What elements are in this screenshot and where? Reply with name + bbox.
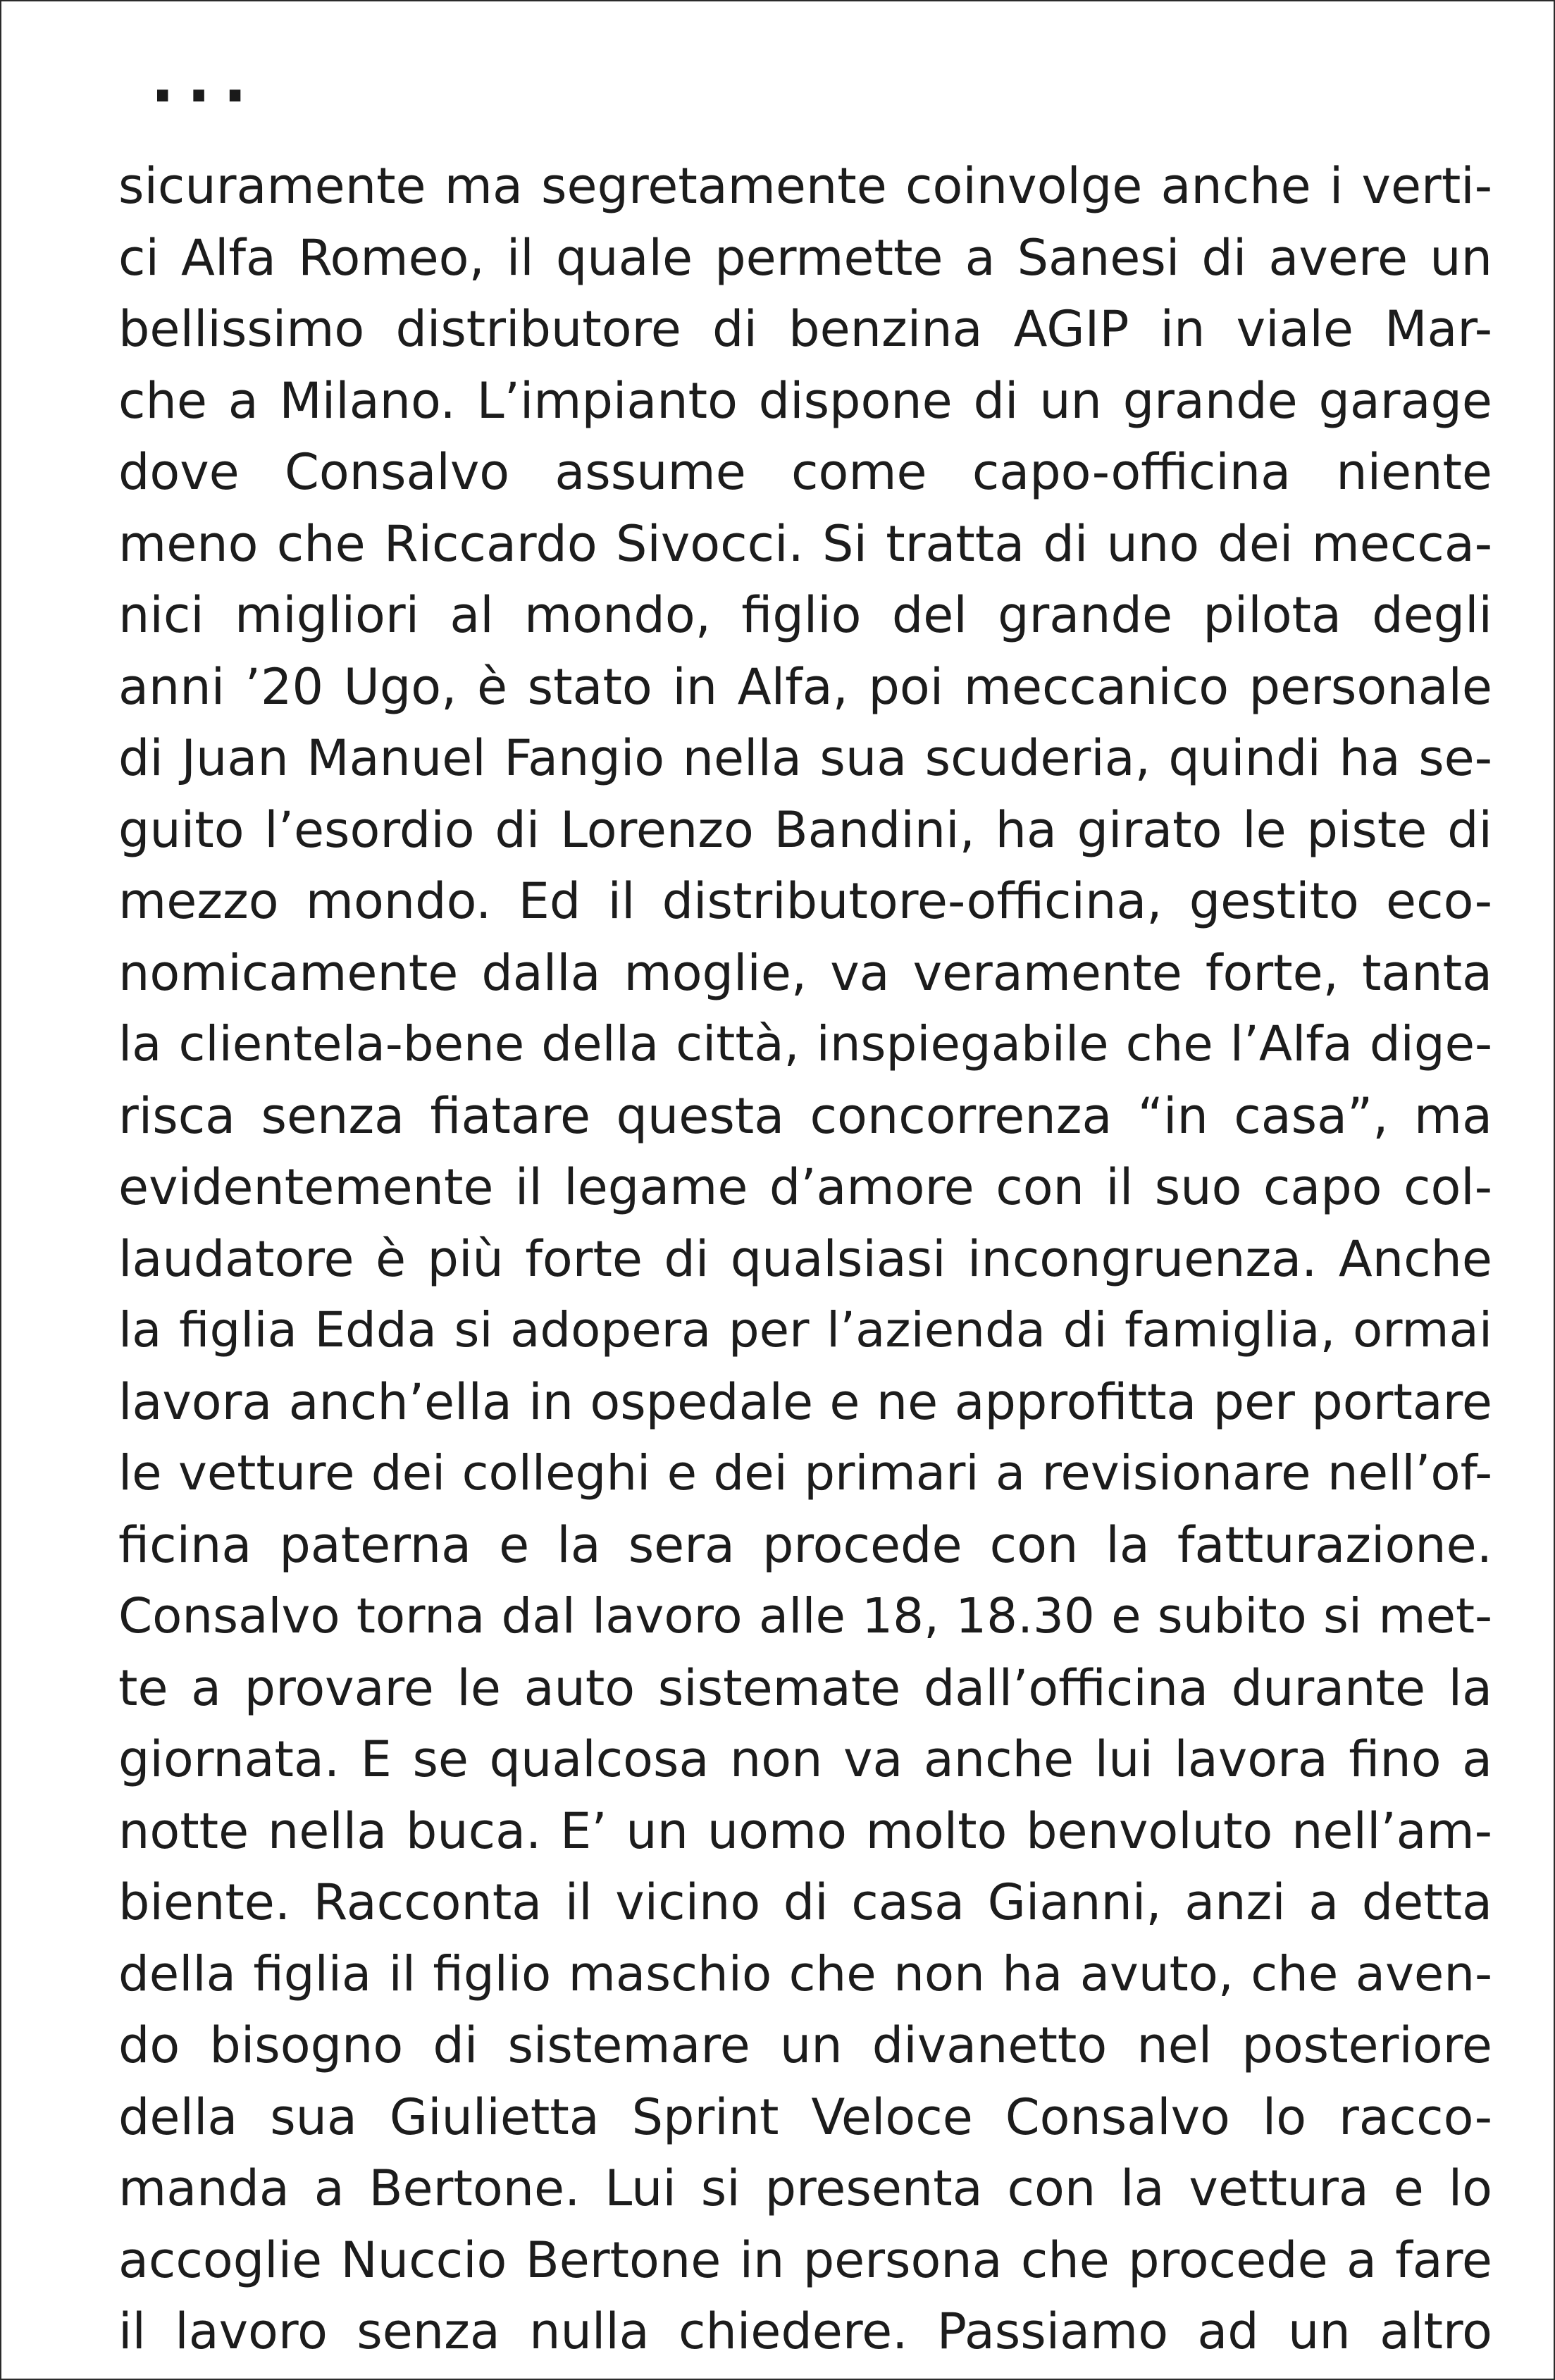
text-line: biente. Racconta il vicino di casa Gianni, anzi a detta — [118, 1873, 1492, 1931]
text-line: risca senza fiatare questa concorrenza “in casa”, ma — [118, 1086, 1492, 1145]
text-line: anni ’20 Ugo, è stato in Alfa, poi meccanico personale — [118, 657, 1492, 716]
text-line: lavora anch’ella in ospedale e ne approfitta per portare — [118, 1372, 1492, 1431]
text-line: nici migliori al mondo, figlio del grande pilota degli — [118, 586, 1492, 644]
text-line: Consalvo torna dal lavoro alle 18, 18.30 e subito si met- — [118, 1588, 1492, 1644]
text-line: guito l’esordio di Lorenzo Bandini, ha girato le piste di — [118, 800, 1492, 859]
text-line: ficina paterna e la sera procede con la fatturazione. — [118, 1516, 1492, 1574]
text-line: giornata. E se qualcosa non va anche lui lavora fino a — [118, 1730, 1492, 1788]
text-line: laudatore è più forte di qualsiasi incongruenza. Anche — [118, 1229, 1492, 1288]
text-line: accoglie Nuccio Bertone in persona che procede a fare — [118, 2231, 1492, 2289]
ellipsis-marker: ... — [151, 44, 260, 116]
text-line: le vetture dei colleghi e dei primari a revisionare nell’of- — [118, 1445, 1492, 1501]
text-line: manda a Bertone. Lui si presenta con la vettura e lo — [118, 2159, 1492, 2217]
text-line: della figlia il figlio maschio che non ha avuto, che aven- — [118, 1945, 1492, 2002]
text-line: te a provare le auto sistemate dall’officina durante la — [118, 1659, 1492, 1717]
text-line: nomicamente dalla moglie, va veramente forte, tanta — [118, 943, 1492, 1002]
text-line: la figlia Edda si adopera per l’azienda di famiglia, ormai — [118, 1302, 1492, 1358]
text-line: dove Consalvo assume come capo-officina niente — [118, 443, 1492, 501]
text-line: che a Milano. L’impianto dispone di un grande garage — [118, 371, 1492, 430]
text-line: sicuramente ma segretamente coinvolge anche i verti- — [118, 157, 1492, 215]
text-line: notte nella buca. E’ un uomo molto benvoluto nell’am- — [118, 1802, 1492, 1860]
text-line: ci Alfa Romeo, il quale permette a Sanesi di avere un — [118, 228, 1492, 287]
text-line: di Juan Manuel Fangio nella sua scuderia, quindi ha se- — [118, 729, 1492, 787]
text-line: evidentemente il legame d’amore con il suo capo col- — [118, 1158, 1492, 1216]
text-line: meno che Riccardo Sivocci. Si tratta di uno dei mecca- — [118, 514, 1492, 573]
text-line: bellissimo distributore di benzina AGIP in viale Mar- — [118, 300, 1492, 358]
body-text — [118, 151, 1492, 2368]
text-line: il lavoro senza nulla chiedere. Passiamo ad un altro — [118, 2302, 1492, 2360]
text-line: la clientela-bene della città, inspiegabile che l’Alfa dige- — [118, 1016, 1492, 1072]
text-line: do bisogno di sistemare un divanetto nel posteriore — [118, 2016, 1492, 2074]
text-line: della sua Giulietta Sprint Veloce Consalvo lo racco- — [118, 2088, 1492, 2146]
text-line: mezzo mondo. Ed il distributore-officina, gestito eco- — [118, 872, 1492, 930]
